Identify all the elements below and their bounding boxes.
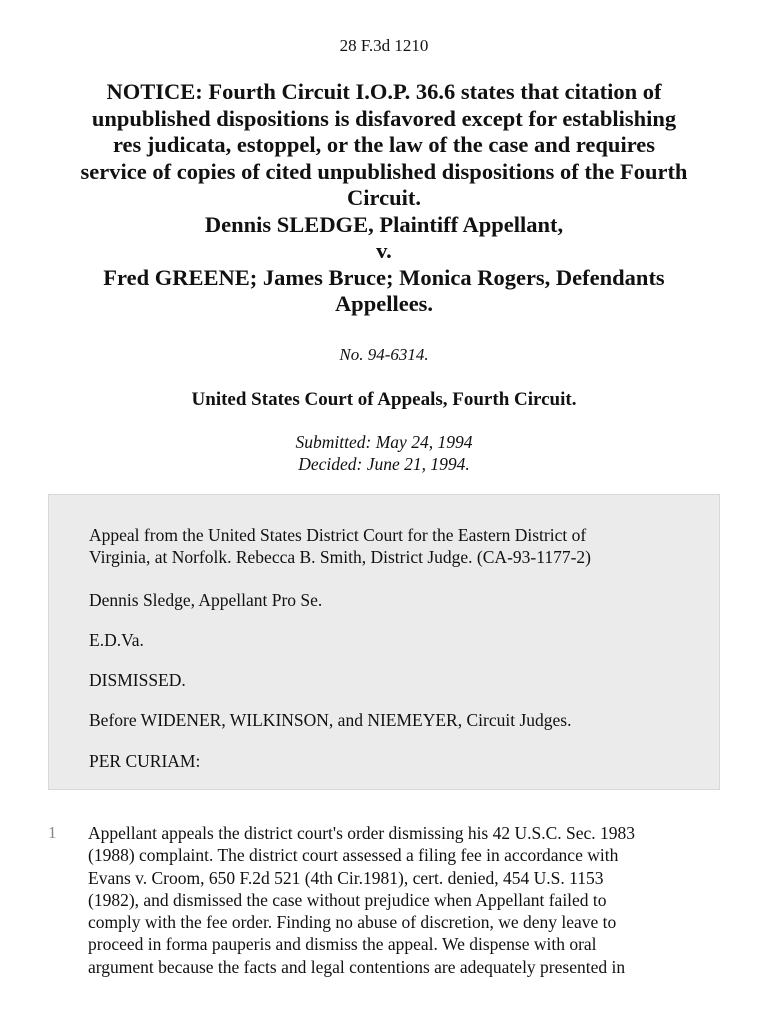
district-text: E.D.Va.: [89, 630, 144, 650]
counsel-text: Dennis Sledge, Appellant Pro Se.: [89, 590, 323, 610]
per-curiam-text: PER CURIAM:: [89, 751, 201, 771]
notice-line: NOTICE: Fourth Circuit I.O.P. 36.6 states that citation of: [106, 79, 662, 104]
decided-date: Decided: June 21, 1994.: [298, 454, 470, 474]
opinion-line: proceed in forma pauperis and dismiss the appeal. We dispense with oral: [88, 934, 597, 955]
paragraph-number: 1: [48, 823, 57, 842]
notice-line: service of copies of cited unpublished dispositions of the Fourth: [80, 158, 688, 184]
appeal-from-line: Appeal from the United States District Court for the Eastern District of: [89, 525, 587, 545]
defendants-line: Fred GREENE; James Bruce; Monica Rogers, Defendants: [103, 264, 665, 290]
notice-line: unpublished dispositions is disfavored except for establishing: [91, 105, 677, 131]
opinion-line: Evans v. Croom, 650 F.2d 521 (4th Cir.1981), cert. denied, 454 U.S. 1153: [88, 867, 604, 888]
opinion-paragraph: [88, 822, 728, 978]
opinion-line: (1982), and dismissed the case without prejudice when Appellant failed to: [88, 889, 607, 910]
plaintiff-line: Dennis SLEDGE, Plaintiff Appellant,: [204, 211, 564, 237]
defendants-line-continued: Appellees.: [334, 291, 434, 316]
opinion-line: comply with the fee order. Finding no abuse of discretion, we deny leave to: [88, 912, 617, 933]
court-name: United States Court of Appeals, Fourth Circuit.: [191, 389, 577, 410]
opinion-line: Appellant appeals the district court's order dismissing his 42 U.S.C. Sec. 1983: [88, 823, 636, 843]
opinion-line: (1988) complaint. The district court assessed a filing fee in accordance with: [88, 845, 619, 866]
versus-line: v.: [376, 238, 392, 263]
case-caption: [30, 79, 738, 318]
notice-line: Circuit.: [347, 185, 421, 210]
docket-number: No. 94-6314.: [339, 345, 429, 364]
case-citation: 28 F.3d 1210: [339, 36, 429, 55]
case-dates: [0, 431, 768, 475]
case-summary-box: [48, 494, 720, 790]
opinion-line: argument because the facts and legal contentions are adequately presented in: [88, 956, 626, 977]
panel-text: Before WIDENER, WILKINSON, and NIEMEYER, Circuit Judges.: [89, 710, 572, 730]
appeal-from-text: [89, 524, 689, 568]
submitted-date: Submitted: May 24, 1994: [295, 432, 473, 452]
notice-line: res judicata, estoppel, or the law of the case and requires: [112, 132, 656, 157]
disposition-text: DISMISSED.: [89, 670, 186, 690]
appeal-from-line: Virginia, at Norfolk. Rebecca B. Smith, District Judge. (CA-93-1177-2): [89, 547, 591, 567]
